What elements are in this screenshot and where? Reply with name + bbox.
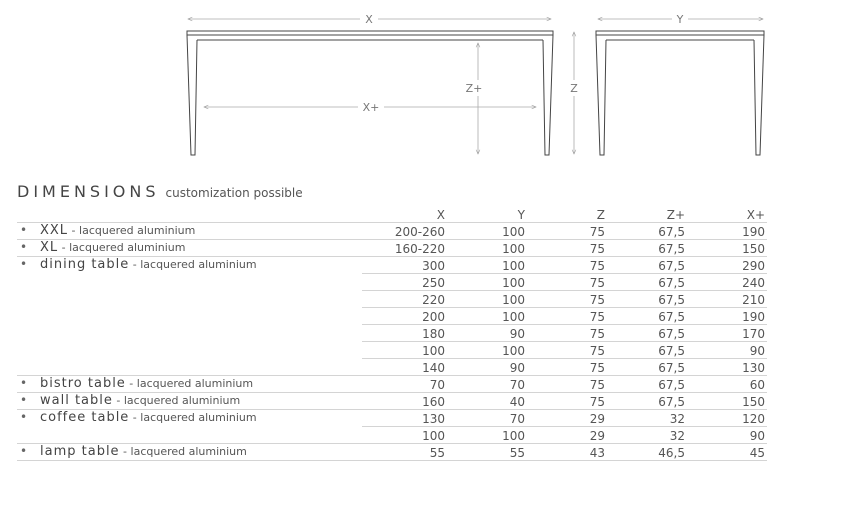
value-cell: 67,5 bbox=[607, 393, 687, 410]
value-cell: 67,5 bbox=[607, 376, 687, 393]
product-name: XL bbox=[40, 240, 59, 255]
value-cell: 75 bbox=[527, 342, 607, 359]
value-cell: 180 bbox=[362, 325, 447, 342]
value-cell: 100 bbox=[362, 427, 447, 444]
value-cell: 75 bbox=[527, 325, 607, 342]
value-cell: 75 bbox=[527, 291, 607, 308]
value-cell: 100 bbox=[447, 240, 527, 257]
product-material: - lacquered aluminium bbox=[125, 377, 254, 390]
value-cell: 45 bbox=[687, 444, 767, 461]
dimensions-title: DIMENSIONS bbox=[17, 182, 160, 201]
product-name: lamp table bbox=[40, 444, 120, 459]
value-cell: 150 bbox=[687, 393, 767, 410]
value-cell: 210 bbox=[687, 291, 767, 308]
table-row bbox=[17, 393, 767, 410]
zplus-label: Z+ bbox=[465, 82, 483, 95]
value-cell: 60 bbox=[687, 376, 767, 393]
product-name-cell bbox=[17, 393, 362, 410]
product-name: wall table bbox=[40, 393, 113, 408]
value-cell: 130 bbox=[362, 410, 447, 427]
value-cell: 240 bbox=[687, 274, 767, 291]
value-cell: 75 bbox=[527, 359, 607, 376]
value-cell: 75 bbox=[527, 308, 607, 325]
value-cell: 190 bbox=[687, 308, 767, 325]
bullet-icon: • bbox=[20, 444, 28, 458]
value-cell: 75 bbox=[527, 393, 607, 410]
front-view-drawing bbox=[187, 31, 553, 155]
value-cell: 140 bbox=[362, 359, 447, 376]
value-cell: 75 bbox=[527, 376, 607, 393]
xplus-label: X+ bbox=[362, 101, 380, 114]
value-cell: 190 bbox=[687, 223, 767, 240]
bullet-icon: • bbox=[20, 257, 28, 271]
table-row bbox=[17, 410, 767, 427]
product-name: bistro table bbox=[40, 376, 126, 391]
value-cell: 67,5 bbox=[607, 291, 687, 308]
bullet-icon: • bbox=[20, 376, 28, 390]
column-header-4: X+ bbox=[687, 206, 767, 223]
value-cell: 67,5 bbox=[607, 223, 687, 240]
dimensions-subtitle: customization possible bbox=[165, 186, 303, 200]
dimensions-table bbox=[17, 206, 767, 461]
value-cell: 32 bbox=[607, 427, 687, 444]
product-material: - lacquered aluminium bbox=[129, 411, 257, 424]
product-name-cell bbox=[17, 240, 362, 257]
bullet-icon: • bbox=[20, 393, 28, 407]
value-cell: 200 bbox=[362, 308, 447, 325]
product-material: - lacquered aluminium bbox=[112, 394, 241, 407]
value-cell: 32 bbox=[607, 410, 687, 427]
table-dimension-diagram bbox=[0, 0, 852, 170]
side-view-drawing bbox=[596, 31, 764, 155]
value-cell: 90 bbox=[687, 427, 767, 444]
value-cell: 220 bbox=[362, 291, 447, 308]
product-material: - lacquered aluminium bbox=[129, 258, 257, 271]
column-header-1: Y bbox=[447, 206, 527, 223]
value-cell: 55 bbox=[362, 444, 447, 461]
table-header-row bbox=[17, 206, 767, 223]
value-cell: 43 bbox=[527, 444, 607, 461]
value-cell: 160 bbox=[362, 393, 447, 410]
table-row bbox=[17, 444, 767, 461]
z-label: Z bbox=[570, 82, 578, 95]
value-cell: 67,5 bbox=[607, 257, 687, 274]
value-cell: 100 bbox=[447, 291, 527, 308]
table-row bbox=[17, 240, 767, 257]
value-cell: 170 bbox=[687, 325, 767, 342]
value-cell: 90 bbox=[447, 359, 527, 376]
product-material: - lacquered aluminium bbox=[68, 224, 196, 237]
value-cell: 100 bbox=[447, 308, 527, 325]
table-body bbox=[17, 223, 767, 461]
product-material: - lacquered aluminium bbox=[58, 241, 186, 254]
table-row bbox=[17, 223, 767, 240]
product-material: - lacquered aluminium bbox=[119, 445, 247, 458]
value-cell: 100 bbox=[447, 257, 527, 274]
value-cell: 29 bbox=[527, 427, 607, 444]
value-cell: 130 bbox=[687, 359, 767, 376]
value-cell: 100 bbox=[447, 342, 527, 359]
value-cell: 90 bbox=[447, 325, 527, 342]
value-cell: 70 bbox=[447, 410, 527, 427]
value-cell: 70 bbox=[447, 376, 527, 393]
value-cell: 100 bbox=[447, 427, 527, 444]
value-cell: 70 bbox=[362, 376, 447, 393]
value-cell: 290 bbox=[687, 257, 767, 274]
value-cell: 100 bbox=[447, 223, 527, 240]
value-cell: 67,5 bbox=[607, 308, 687, 325]
y-label: Y bbox=[676, 13, 684, 26]
bullet-icon: • bbox=[20, 240, 28, 254]
value-cell: 67,5 bbox=[607, 342, 687, 359]
value-cell: 75 bbox=[527, 274, 607, 291]
dimensions-heading bbox=[17, 182, 303, 201]
value-cell: 67,5 bbox=[607, 359, 687, 376]
value-cell: 160-220 bbox=[362, 240, 447, 257]
value-cell: 100 bbox=[362, 342, 447, 359]
value-cell: 46,5 bbox=[607, 444, 687, 461]
value-cell: 67,5 bbox=[607, 240, 687, 257]
value-cell: 67,5 bbox=[607, 325, 687, 342]
product-name-cell bbox=[17, 410, 362, 444]
value-cell: 150 bbox=[687, 240, 767, 257]
product-name-cell bbox=[17, 376, 362, 393]
value-cell: 90 bbox=[687, 342, 767, 359]
value-cell: 120 bbox=[687, 410, 767, 427]
x-label: X bbox=[365, 13, 373, 26]
value-cell: 67,5 bbox=[607, 274, 687, 291]
bullet-icon: • bbox=[20, 410, 28, 424]
product-name-cell bbox=[17, 257, 362, 376]
value-cell: 55 bbox=[447, 444, 527, 461]
value-cell: 200-260 bbox=[362, 223, 447, 240]
table-row bbox=[17, 257, 767, 274]
product-name-cell bbox=[17, 444, 362, 461]
value-cell: 40 bbox=[447, 393, 527, 410]
value-cell: 75 bbox=[527, 223, 607, 240]
product-name: dining table bbox=[40, 257, 130, 272]
name-column-header bbox=[17, 206, 362, 223]
value-cell: 250 bbox=[362, 274, 447, 291]
value-cell: 75 bbox=[527, 240, 607, 257]
product-name: coffee table bbox=[40, 410, 130, 425]
product-name-cell bbox=[17, 223, 362, 240]
column-header-0: X bbox=[362, 206, 447, 223]
column-header-3: Z+ bbox=[607, 206, 687, 223]
value-cell: 100 bbox=[447, 274, 527, 291]
value-cell: 29 bbox=[527, 410, 607, 427]
bullet-icon: • bbox=[20, 223, 28, 237]
value-cell: 300 bbox=[362, 257, 447, 274]
product-name: XXL bbox=[40, 223, 69, 238]
value-cell: 75 bbox=[527, 257, 607, 274]
column-header-2: Z bbox=[527, 206, 607, 223]
table-row bbox=[17, 376, 767, 393]
